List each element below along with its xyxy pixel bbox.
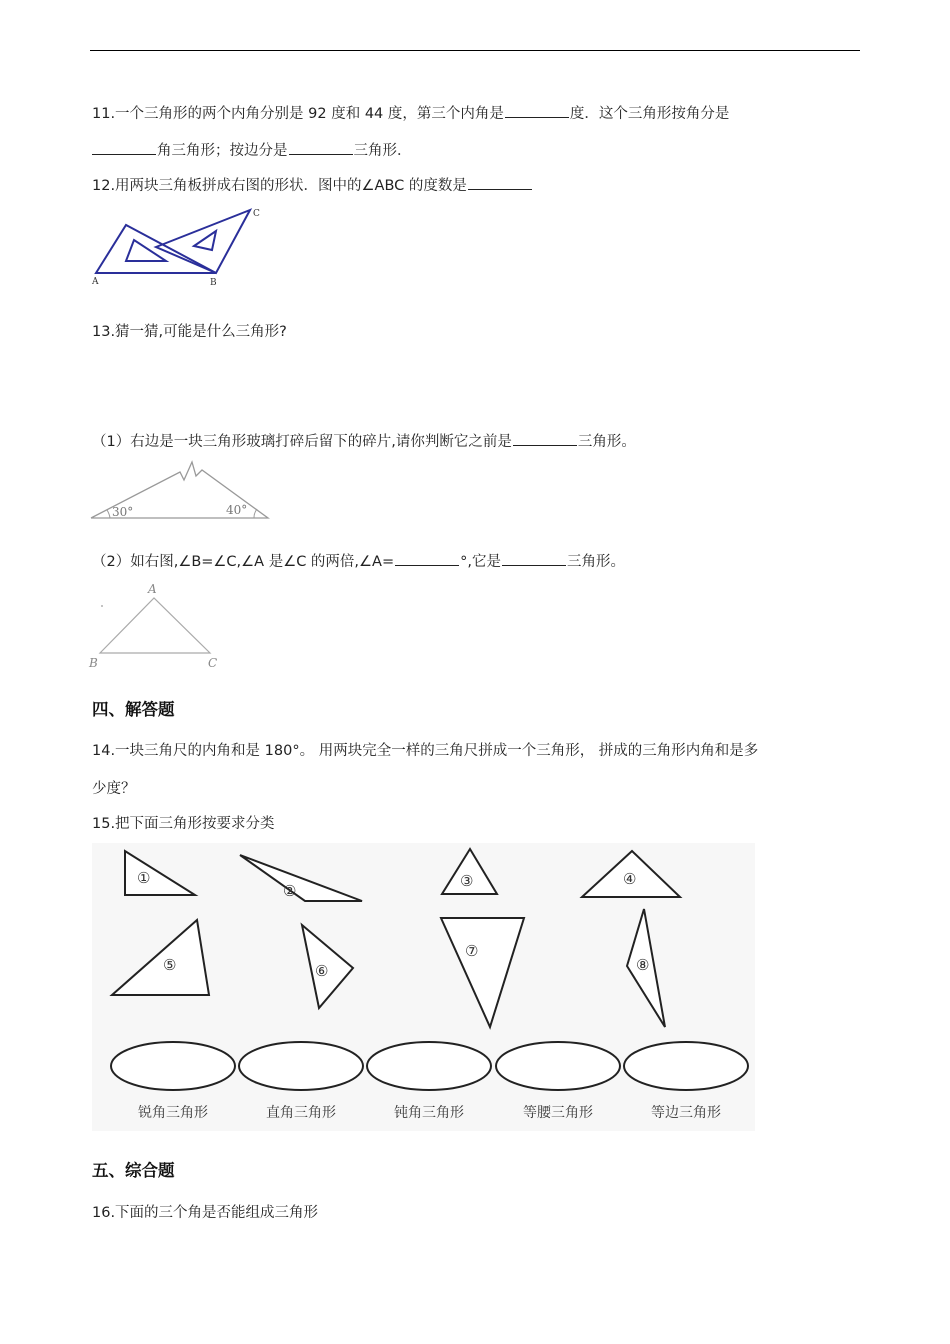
- q11-blank-1[interactable]: [505, 103, 569, 118]
- vertex-c-label: C: [208, 656, 218, 670]
- q13-part1: [92, 431, 636, 452]
- header-rule: [90, 50, 860, 51]
- q14-line2: 少度？: [92, 781, 136, 797]
- vertex-b-label: B: [89, 656, 98, 670]
- q11-blank-2[interactable]: [92, 140, 156, 155]
- isosceles-triangle: [100, 598, 210, 653]
- q13-part2-text-c: 三角形。: [566, 554, 625, 570]
- q13-part1-text: （1）右边是一块三角形玻璃打碎后留下的碎片,请你判断它之前是: [92, 434, 512, 450]
- q13-part2-blank-2[interactable]: [502, 551, 566, 566]
- set-square-right: [156, 210, 250, 273]
- speck: [101, 605, 103, 607]
- q13-part2-text-a: （2）如右图,∠B=∠C,∠A 是∠C 的两倍,∠A=: [92, 554, 395, 570]
- label-b: B: [210, 278, 217, 288]
- q14-line1: 14.一块三角尺的内角和是 180°。 用两块完全一样的三角尺拼成一个三角形， 拼成的三角形内角和是多: [92, 743, 759, 759]
- category-obtuse: 钝角三角形: [394, 1105, 464, 1121]
- q11-blank-3[interactable]: [289, 140, 353, 155]
- section-5-heading: 五、综合题: [92, 1161, 175, 1180]
- q11-line1: [92, 103, 729, 124]
- q15-title: 15.把下面三角形按要求分类: [92, 816, 275, 832]
- category-isosceles: 等腰三角形: [523, 1105, 593, 1121]
- label-a: A: [92, 277, 99, 287]
- set-square-right-hole: [194, 231, 216, 250]
- triangle-classification-figure: [92, 843, 755, 1131]
- q13-part1-blank[interactable]: [513, 431, 577, 446]
- angle-30-label: 30°: [112, 505, 134, 519]
- q11-text-b: 度．这个三角形按角分是: [569, 106, 730, 122]
- triangle-5-label: ⑤: [163, 956, 177, 974]
- category-right: 直角三角形: [266, 1105, 336, 1121]
- q13-part1-suffix: 三角形。: [577, 434, 636, 450]
- oval-right[interactable]: [239, 1042, 363, 1090]
- q13-part2: [92, 551, 625, 572]
- isosceles-figure: [88, 580, 228, 672]
- broken-glass-figure: [88, 458, 273, 523]
- angle-40-label: 40°: [226, 503, 248, 517]
- oval-equilateral[interactable]: [624, 1042, 748, 1090]
- q13-part2-blank-1[interactable]: [395, 551, 459, 566]
- angle-arc-right: [254, 509, 257, 518]
- triangle-8-label: ⑧: [636, 956, 650, 974]
- q13-part2-text-b: °,它是: [460, 554, 501, 570]
- section-4-heading: 四、解答题: [92, 700, 175, 719]
- angle-arc-left: [107, 510, 110, 518]
- q11-text-d: 三角形．: [353, 143, 412, 159]
- q12-blank[interactable]: [468, 175, 532, 190]
- q12-text: 12.用两块三角板拼成右图的形状．图中的∠ABC 的度数是: [92, 178, 467, 194]
- category-acute: 锐角三角形: [138, 1105, 208, 1121]
- q11-line2: [92, 140, 412, 161]
- triangle-4-label: ④: [623, 870, 637, 888]
- oval-acute[interactable]: [111, 1042, 235, 1090]
- label-c: C: [253, 209, 260, 219]
- category-equilateral: 等边三角形: [651, 1105, 721, 1121]
- oval-obtuse[interactable]: [367, 1042, 491, 1090]
- triangle-3-label: ③: [460, 872, 474, 890]
- triangle-7-label: ⑦: [465, 942, 479, 960]
- q16-text: 16.下面的三个角是否能组成三角形: [92, 1205, 319, 1221]
- triangle-1-label: ①: [137, 869, 151, 887]
- q12-line: [92, 175, 533, 196]
- q11-text-c: 角三角形；按边分是: [157, 143, 288, 159]
- q11-text-a: 11.一个三角形的两个内角分别是 92 度和 44 度，第三个内角是: [92, 106, 504, 122]
- triangle-6-label: ⑥: [315, 962, 329, 980]
- q13-title: 13.猜一猜,可能是什么三角形?: [92, 324, 287, 340]
- vertex-a-label: A: [148, 582, 157, 596]
- set-squares-figure: [88, 205, 268, 290]
- oval-isosceles[interactable]: [496, 1042, 620, 1090]
- triangle-2-label: ②: [283, 882, 297, 900]
